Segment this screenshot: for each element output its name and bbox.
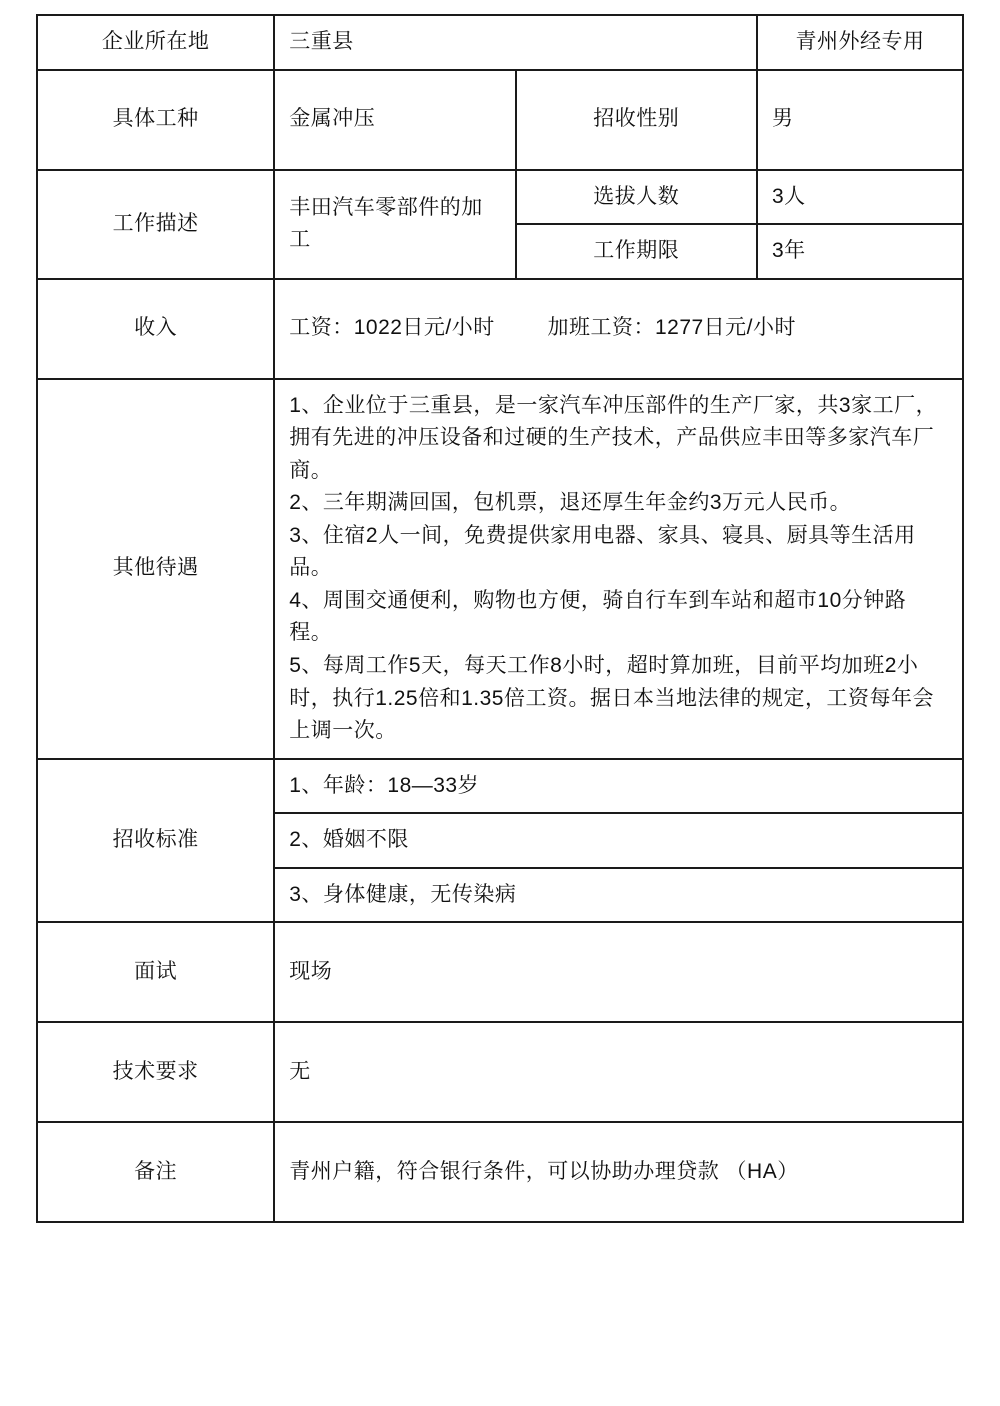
- location-label: 企业所在地: [37, 15, 274, 70]
- interview-label: 面试: [37, 922, 274, 1022]
- table-row-job-desc-quota: [37, 170, 963, 225]
- benefits-item: 4、周围交通便利，购物也方便，骑自行车到车站和超市10分钟路程。: [289, 588, 907, 645]
- income-wage: 工资：1022日元/小时: [289, 316, 495, 340]
- income-overtime: 加班工资：1277日元/小时: [547, 316, 797, 340]
- remark-value: 青州户籍，符合银行条件，可以协助办理贷款 （HA）: [274, 1122, 963, 1222]
- skill-value: 无: [274, 1022, 963, 1122]
- location-value: 三重县: [274, 15, 757, 70]
- table-row-interview: [37, 922, 963, 1022]
- table-row-job-type: [37, 70, 963, 170]
- benefits-item: 2、三年期满回国，包机票，退还厚生年金约3万元人民币。: [289, 491, 852, 515]
- benefits-label: 其他待遇: [37, 379, 274, 759]
- standard-item: 1、年龄：18—33岁: [274, 759, 963, 814]
- skill-label: 技术要求: [37, 1022, 274, 1122]
- income-label: 收入: [37, 279, 274, 379]
- job-desc-label: 工作描述: [37, 170, 274, 279]
- table-row-location: [37, 15, 963, 70]
- table-row-remark: [37, 1122, 963, 1222]
- table-row-skill: [37, 1022, 963, 1122]
- term-label: 工作期限: [516, 224, 757, 279]
- interview-value: 现场: [274, 922, 963, 1022]
- standard-item: 2、婚姻不限: [274, 813, 963, 868]
- benefits-item: 1、企业位于三重县，是一家汽车冲压部件的生产厂家，共3家工厂，拥有先进的冲压设备和过硬的生产技术，产品供应丰田等多家汽车厂商。: [289, 393, 938, 482]
- income-value: [274, 279, 963, 379]
- standard-label: 招收标准: [37, 759, 274, 923]
- term-value: 3年: [757, 224, 963, 279]
- quota-label: 选拔人数: [516, 170, 757, 225]
- job-desc-value: 丰田汽车零部件的加工: [274, 170, 515, 279]
- table-row-standard-1: [37, 759, 963, 814]
- table-row-benefits: [37, 379, 963, 759]
- gender-label: 招收性别: [516, 70, 757, 170]
- benefits-item: 5、每周工作5天，每天工作8小时，超时算加班，目前平均加班2小时，执行1.25倍和1.35倍工资。据日本当地法律的规定，工资每年会上调一次。: [289, 654, 934, 743]
- table-row-income: [37, 279, 963, 379]
- standard-item: 3、身体健康，无传染病: [274, 868, 963, 923]
- job-type-label: 具体工种: [37, 70, 274, 170]
- job-info-table: [36, 14, 964, 1223]
- benefits-item: 3、住宿2人一间，免费提供家用电器、家具、寝具、厨具等生活用品。: [289, 523, 916, 580]
- remark-label: 备注: [37, 1122, 274, 1222]
- quota-value: 3人: [757, 170, 963, 225]
- benefits-value: [274, 379, 963, 759]
- gender-value: 男: [757, 70, 963, 170]
- stamp-text: 青州外经专用: [757, 15, 963, 70]
- job-type-value: 金属冲压: [274, 70, 515, 170]
